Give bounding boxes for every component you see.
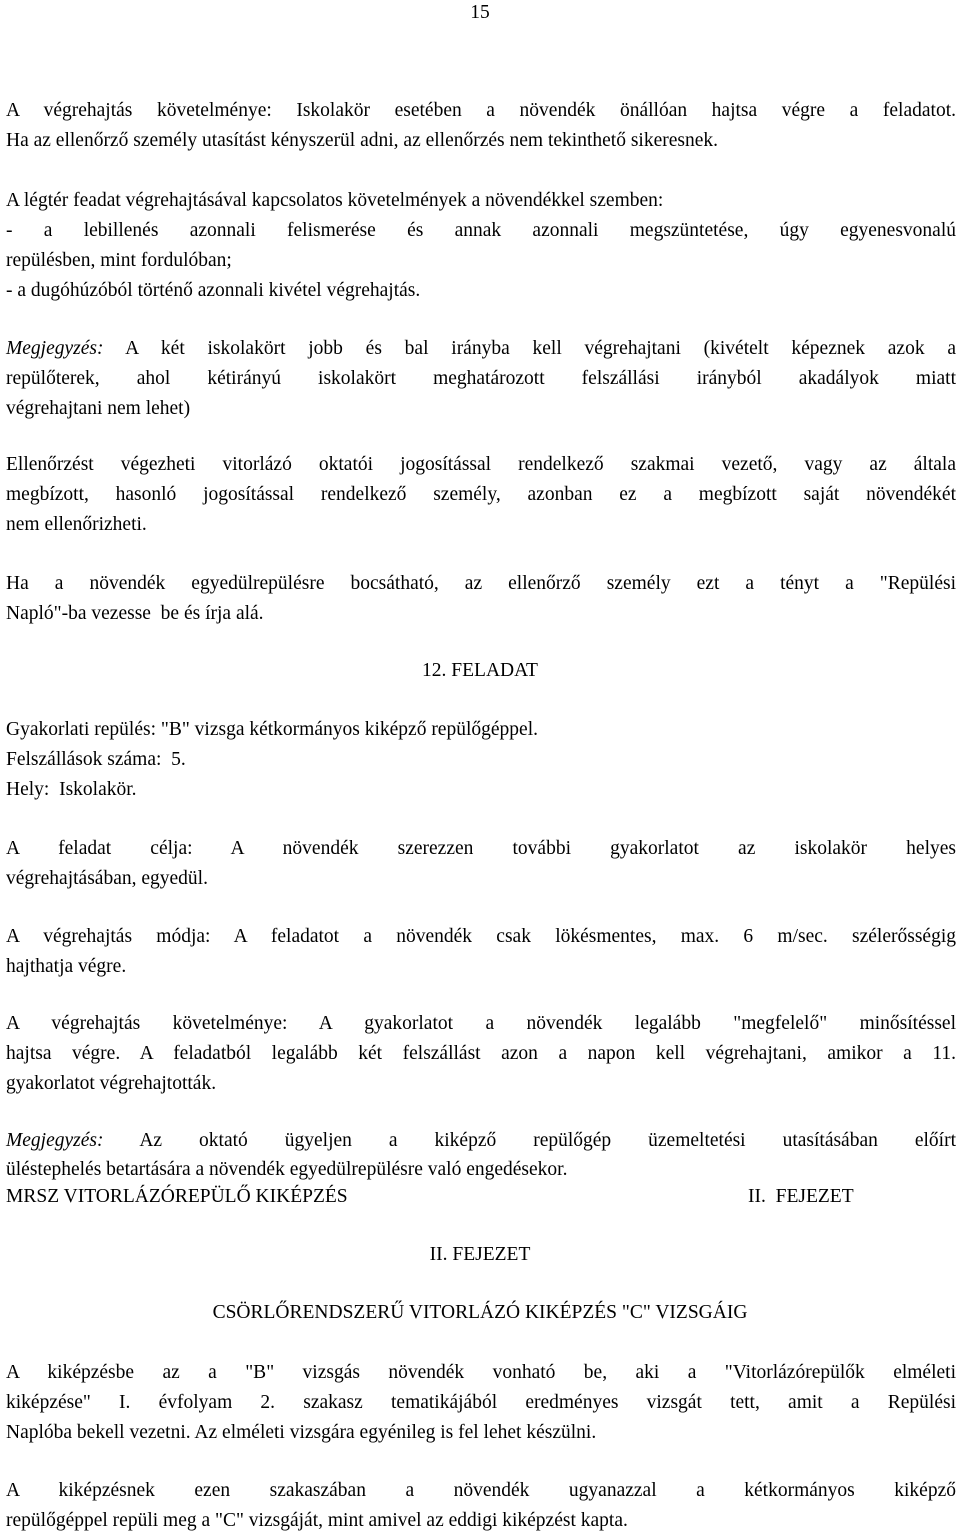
paragraph-line: repülőgéppel repüli meg a "C" vizsgáját, mint amivel az eddigi kiképzést kapta. [6, 1510, 628, 1531]
note-label: Megjegyzés: [6, 1130, 104, 1151]
method-line: hajthatja végre. [6, 956, 127, 977]
paragraph-line: Ellenőrzést végezheti vitorlázó oktatói jogosítással rendelkező szakmai vezető, vagy az általa [6, 454, 956, 475]
paragraph-line: Ha az ellenőrző személy utasítást kényszerül adni, az ellenőrzés nem tekinthető sikeresnek. [6, 130, 719, 151]
method-line: A végrehajtás módja: A feladatot a növendék csak lökésmentes, max. 6 m/sec. szélerősségig [6, 926, 956, 947]
requirement-line: A végrehajtás követelménye: A gyakorlatot a növendék legalább "megfelelő" minősítéssel [6, 1013, 956, 1034]
paragraph-line: A végrehajtás követelménye: Iskolakör esetében a növendék önállóan hajtsa végre a feladatot. [6, 100, 956, 121]
requirement-line: hajtsa végre. A feladatból legalább két felszállást azon a napon kell végrehajtani, amikor a 11. [6, 1043, 956, 1064]
paragraph-line: A kiképzésnek ezen szakaszában a növendék ugyanazzal a kétkormányos kiképző [6, 1480, 956, 1501]
note-line: üléstерhelés betartására a növendék egyedülrepülésre való engedésekor. [6, 1159, 568, 1180]
note-label: Megjegyzés: [6, 338, 104, 359]
paragraph-line: A légtér feadat végrehajtásával kapcsolatos követelmények a növendékkel szemben: [6, 190, 664, 211]
requirement-line: gyakorlatot végrehajtották. [6, 1073, 217, 1094]
running-header-right: II. FEJEZET [748, 1186, 854, 1207]
paragraph-line: - a lebillenés azonnali felismerése és annak azonnali megszüntetése, úgy egyenesvonalú [6, 220, 956, 241]
task-info-line: Felszállások száma: 5. [6, 749, 186, 770]
paragraph-line: repülésben, mint fordulóban; [6, 250, 232, 271]
paragraph-line: Napló"-ba vezesse be és írja alá. [6, 603, 264, 624]
paragraph-line: megbízott, hasonló jogosítással rendelkező személy, azonban ez a megbízott saját növendékét [6, 484, 956, 505]
note-line: Megjegyzés: A két iskolakört jobb és bal irányba kell végrehajtani (kivételt képeznek azok a [6, 338, 956, 359]
page-number: 15 [470, 2, 490, 23]
paragraph-line: nem ellenőrizheti. [6, 514, 147, 535]
paragraph-line: Naplóba bekell vezetni. Az elméleti vizsgára egyénileg is fel lehet készülni. [6, 1422, 597, 1443]
paragraph-line: kiképzése" I. évfolyam 2. szakasz tematikájából eredményes vizsgát tett, amit a Repülési [6, 1392, 956, 1413]
paragraph-line: A kiképzésbe az a "B" vizsgás növendék vonható be, aki a "Vitorlázórepülők elméleti [6, 1362, 956, 1383]
chapter-title: CSÖRLŐRENDSZERŰ VITORLÁZÓ KIKÉPZÉS "C" VIZSGÁIG [212, 1302, 748, 1323]
paragraph-line: - a dugóhúzóból történő azonnali kivétel végrehajtás. [6, 280, 421, 301]
goal-line: végrehajtásában, egyedül. [6, 868, 208, 889]
note-line: repülőterek, ahol kétirányú iskolakört meghatározott felszállási irányból akadályok miatt [6, 368, 956, 389]
task-heading: 12. FELADAT [422, 660, 538, 681]
goal-line: A feladat célja: A növendék szerezzen további gyakorlatot az iskolakör helyes [6, 838, 956, 859]
task-info-line: Hely: Iskolakör. [6, 779, 137, 800]
task-info-line: Gyakorlati repülés: "B" vizsga kétkormányos kiképző repülőgéppel. [6, 719, 538, 740]
running-header-left: MRSZ VITORLÁZÓREPÜLŐ KIKÉPZÉS [6, 1186, 348, 1207]
note-line: Megjegyzés: Az oktató ügyeljen a kiképző repülőgép üzemeltetési utasításában előírt [6, 1130, 956, 1151]
chapter-heading: II. FEJEZET [429, 1244, 531, 1265]
note-line: végrehajtani nem lehet) [6, 398, 191, 419]
paragraph-line: Ha a növendék egyedülrepülésre bocsátható, az ellenőrző személy ezt a tényt a "Repülési [6, 573, 956, 594]
